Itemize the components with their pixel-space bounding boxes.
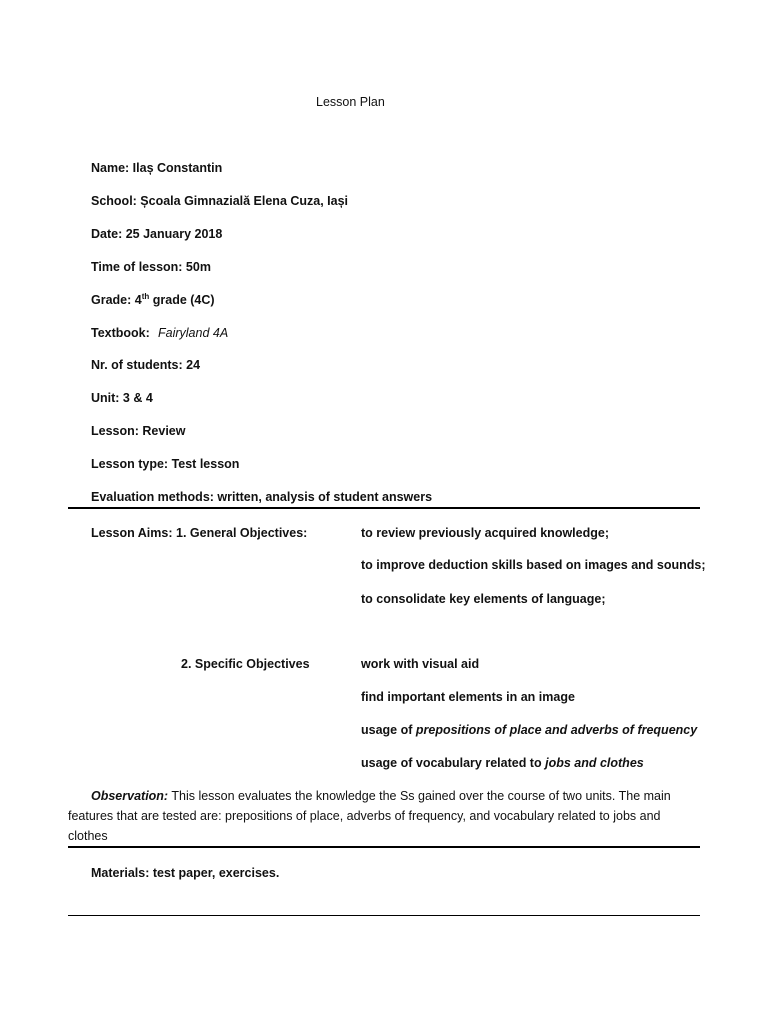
textbook-value: Fairyland 4A [158,326,229,340]
observation-line-2: features that are tested are: prepositions of place, adverbs of frequency, and vocabulary related to jobs and [68,809,661,823]
grade-superscript: th [141,291,150,301]
general-objective-3: to consolidate key elements of language; [361,592,606,606]
school-field: School: Școala Gimnazială Elena Cuza, Iași [91,194,349,208]
observation-line-3: clothes [68,829,108,843]
lesson-field: Lesson: Review [91,424,186,438]
time-field: Time of lesson: 50m [91,260,211,274]
divider-top [68,507,700,509]
page-title: Lesson Plan [316,95,385,109]
general-objectives-label: 1. General Objectives: [176,526,308,540]
aims-label: Lesson Aims: [91,526,173,540]
divider-middle [68,846,700,848]
specific-objective-4-prefix: usage of vocabulary related to [361,756,546,770]
specific-objective-3 [361,722,697,738]
textbook-label: Textbook: [91,326,150,340]
lesson-type-field: Lesson type: Test lesson [91,457,240,471]
specific-objective-4 [361,755,644,771]
general-objective-2: to improve deduction skills based on images and sounds; [361,558,706,572]
specific-objective-3-prefix: usage of [361,723,416,737]
name-field: Name: Ilaș Constantin [91,161,223,175]
general-objective-1: to review previously acquired knowledge; [361,526,609,540]
students-field: Nr. of students: 24 [91,358,201,372]
specific-objectives-label: 2. Specific Objectives [181,657,310,671]
observation-text-1: This lesson evaluates the knowledge the Ss gained over the course of two units. The main [168,789,671,803]
divider-bottom [68,915,700,916]
grade-suffix: grade (4C) [149,293,215,307]
specific-objective-1: work with visual aid [361,657,480,671]
specific-objective-4-emphasis: jobs and clothes [545,756,644,770]
date-field: Date: 25 January 2018 [91,227,223,241]
materials-field: Materials: test paper, exercises. [91,866,280,880]
specific-objective-2: find important elements in an image [361,690,575,704]
observation-label: Observation: [91,789,169,803]
observation-line-1 [91,788,671,804]
grade-field [91,292,215,308]
evaluation-field: Evaluation methods: written, analysis of student answers [91,490,433,504]
grade-prefix: Grade: 4 [91,293,142,307]
unit-field: Unit: 3 & 4 [91,391,153,405]
specific-objective-3-emphasis: prepositions of place and adverbs of frequency [415,723,698,737]
